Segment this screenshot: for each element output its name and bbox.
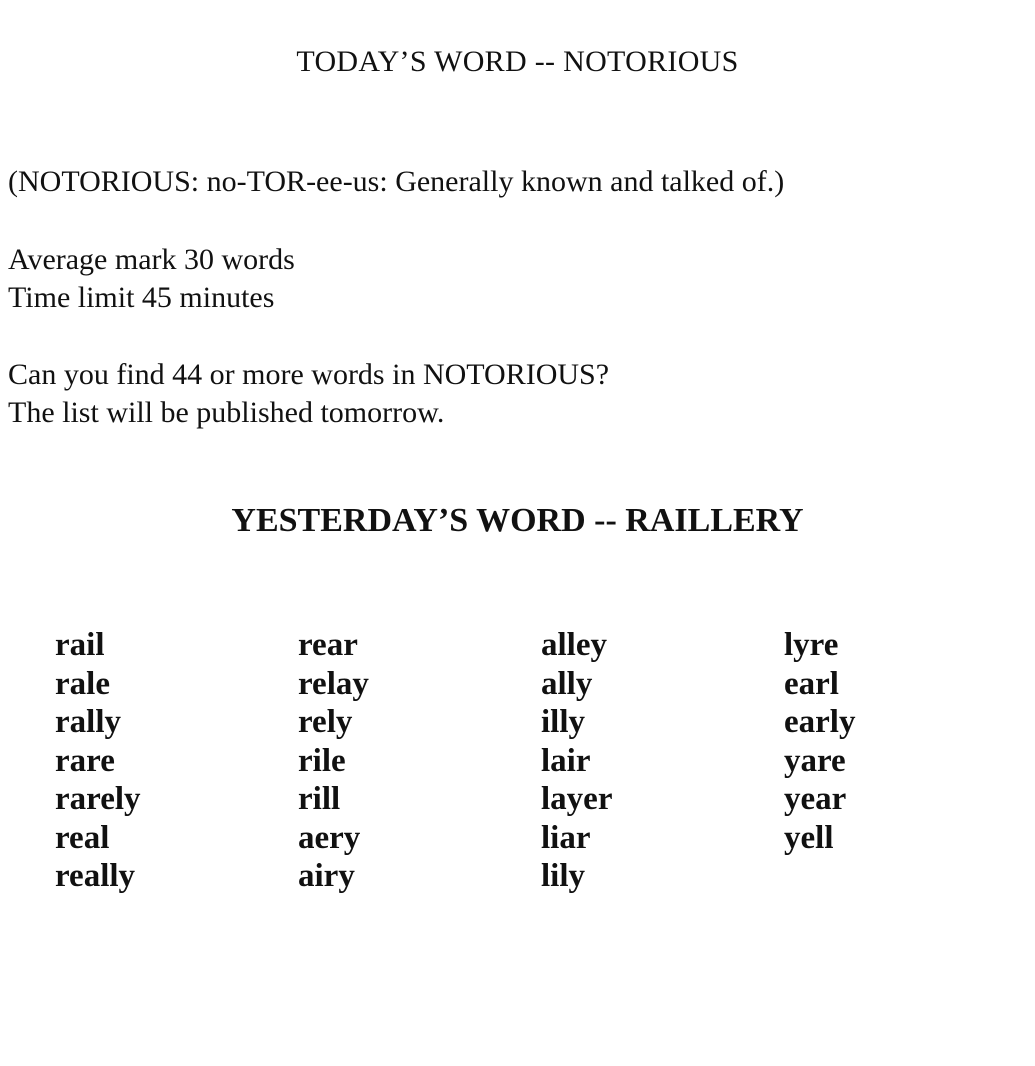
- word-item: liar: [541, 819, 591, 856]
- word-column-3: [541, 626, 612, 896]
- word-item: early: [784, 704, 856, 740]
- word-item: really: [55, 858, 136, 894]
- word-item: lair: [541, 742, 591, 779]
- word-definition: (NOTORIOUS: no-TOR-ee-us: Generally known and talked of.): [8, 165, 785, 198]
- word-column-1: [55, 626, 141, 896]
- word-item: airy: [298, 858, 355, 894]
- time-limit: Time limit 45 minutes: [8, 281, 275, 314]
- word-item: rail: [55, 627, 105, 663]
- word-column-4: [784, 626, 855, 857]
- challenge-text: [8, 356, 609, 432]
- word-item: year: [784, 781, 847, 817]
- challenge-question: Can you find 44 or more words in NOTORIOUS?: [8, 358, 610, 391]
- word-item: lily: [541, 858, 586, 894]
- word-item: rely: [298, 704, 353, 740]
- word-item: rale: [55, 665, 110, 702]
- word-item: ally: [541, 665, 593, 702]
- word-item: illy: [541, 704, 586, 740]
- average-mark: Average mark 30 words: [8, 243, 295, 276]
- word-item: relay: [298, 665, 369, 702]
- word-item: rarely: [55, 781, 141, 817]
- publish-note: The list will be published tomorrow.: [8, 396, 445, 429]
- word-item: aery: [298, 819, 361, 856]
- word-item: rare: [55, 742, 115, 779]
- word-item: yell: [784, 819, 834, 856]
- word-item: rally: [55, 704, 121, 740]
- word-item: rill: [298, 781, 341, 817]
- word-item: lyre: [784, 627, 839, 663]
- word-item: earl: [784, 665, 839, 702]
- word-item: rile: [298, 742, 346, 779]
- todays-word-title: TODAY’S WORD -- NOTORIOUS: [296, 45, 739, 78]
- word-item: rear: [298, 627, 358, 663]
- puzzle-stats: [8, 241, 295, 317]
- word-item: yare: [784, 742, 846, 779]
- word-item: alley: [541, 627, 607, 663]
- word-item: real: [55, 819, 110, 856]
- yesterdays-word-title: YESTERDAY’S WORD -- RAILLERY: [231, 502, 804, 539]
- word-column-2: [298, 626, 369, 896]
- word-item: layer: [541, 781, 613, 817]
